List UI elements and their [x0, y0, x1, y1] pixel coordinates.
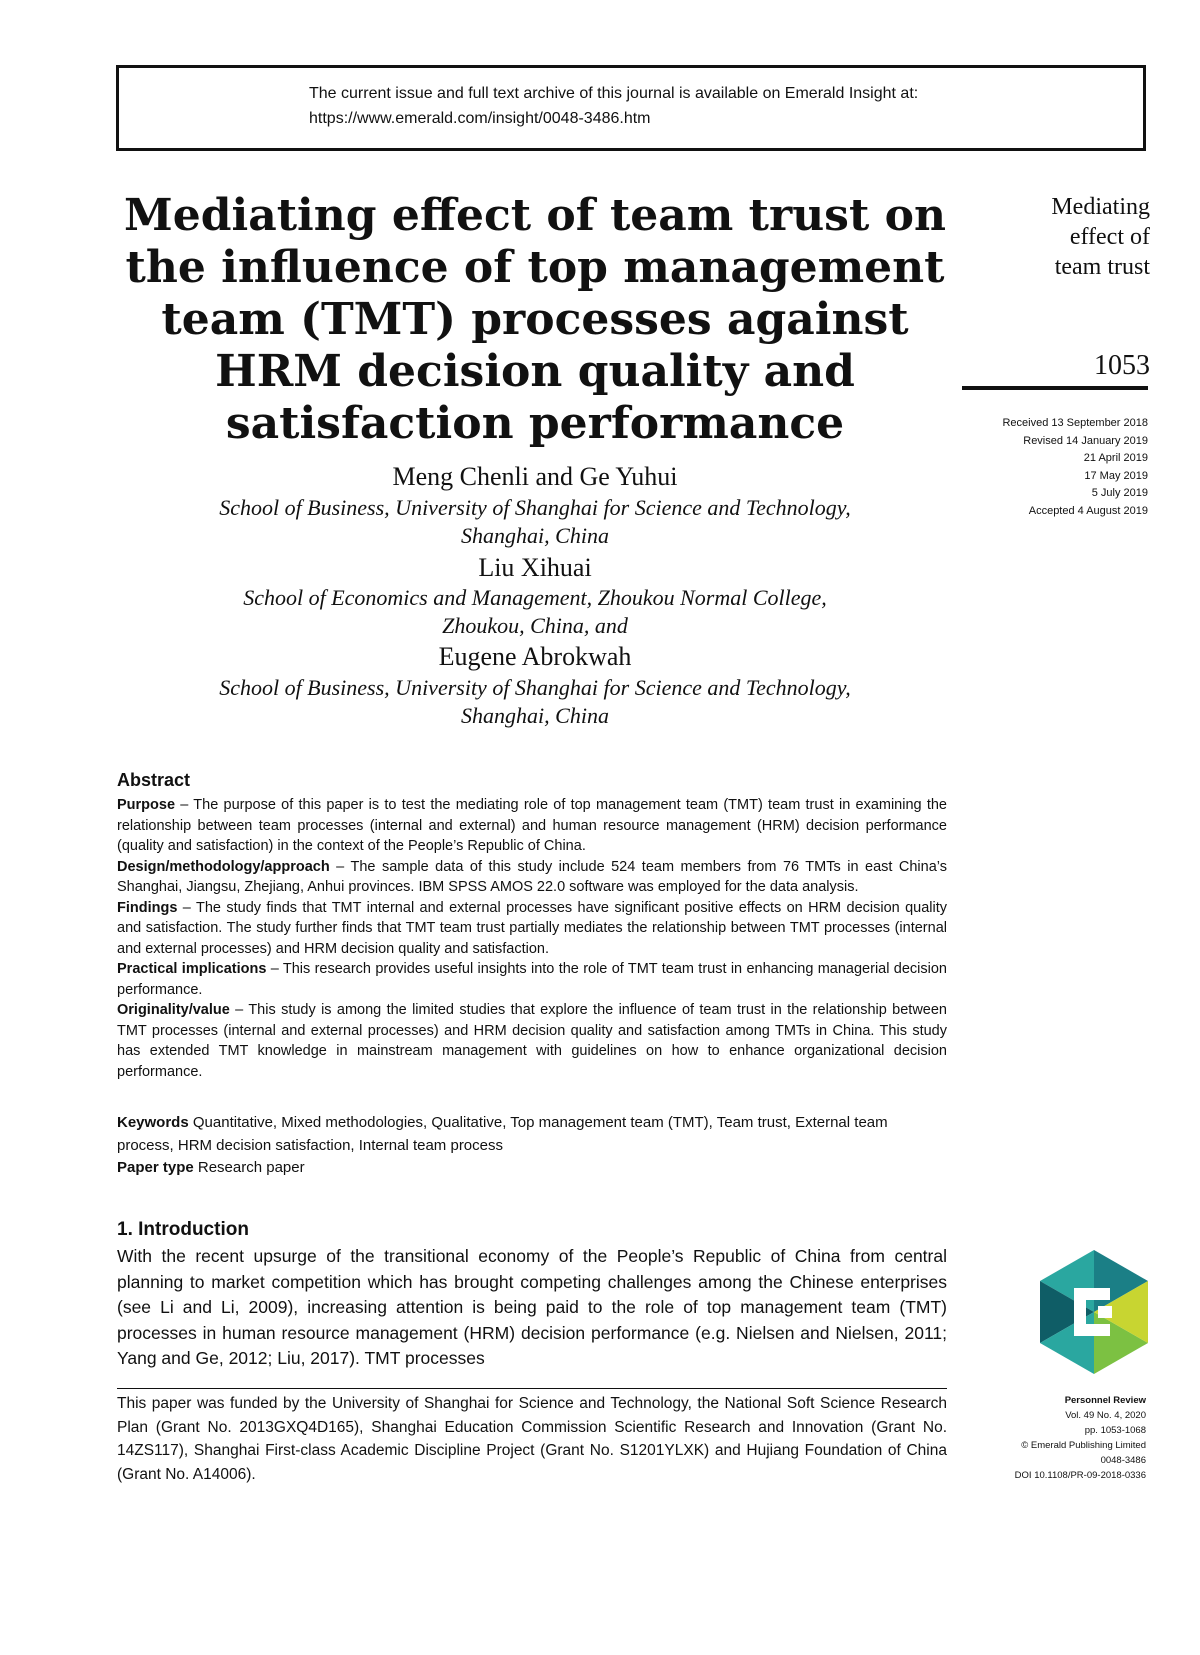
affiliation-line: School of Business, University of Shanghai for Science and Technology,	[219, 675, 851, 700]
title-line: team (TMT) processes against	[161, 294, 909, 345]
journal-pages: pp. 1053-1068	[1084, 1425, 1146, 1436]
paper-type-text: Research paper	[193, 1159, 305, 1176]
history-entry: 17 May 2019	[1084, 469, 1148, 482]
originality-label: Originality/value	[117, 1002, 230, 1018]
journal-volume: Vol. 49 No. 4, 2020	[1065, 1410, 1146, 1421]
access-notice-text: The current issue and full text archive of this journal is available on Emerald Insight at:	[309, 85, 919, 102]
originality-text: – This study is among the limited studies that explore the influence of team trust in the relationship between TMT processes (internal and external processes) and HRM decision quality and satisfaction among TMTs in China. This study has extended TMT knowledge in mainstream management with guidelines on how to enhance organizational decision performance.	[117, 1002, 947, 1080]
practical-text: – This research provides useful insights into the role of TMT team trust in enhancing managerial decision performance.	[117, 961, 947, 998]
journal-access-notice	[116, 65, 1146, 151]
abstract-purpose	[117, 795, 947, 857]
abstract-heading: Abstract	[117, 770, 191, 790]
title-line: Mediating effect of team trust on	[124, 190, 946, 241]
footnote-divider	[117, 1388, 947, 1389]
history-entry: Revised 14 January 2019	[1023, 434, 1148, 447]
findings-text: – The study finds that TMT internal and external processes have significant positive effects on HRM decision quality and satisfaction. The study further finds that TMT team trust partially mediates the relationship between TMT processes (internal and external processes) and HRM decision quality and satisfaction.	[117, 899, 947, 957]
keywords-label: Keywords	[117, 1114, 189, 1131]
abstract-design	[117, 857, 947, 898]
abstract-findings	[117, 898, 947, 960]
title-line: HRM decision quality and	[215, 346, 855, 397]
journal-citation-info	[960, 1393, 1146, 1483]
paper-type	[117, 1159, 305, 1176]
affiliation-line: School of Business, University of Shanghai for Science and Technology,	[219, 495, 851, 520]
purpose-text: – The purpose of this paper is to test the mediating role of top management team (TMT) team trust in examining the relationship between team processes (internal and external) and human resource management (HRM) decision performance (quality and satisfaction) in the context of the People’s Republic of China.	[117, 797, 947, 854]
section-heading-introduction: 1. Introduction	[117, 1219, 249, 1240]
running-title-line: Mediating	[1051, 194, 1150, 220]
author-affiliation	[120, 494, 950, 550]
affiliation-line: Zhoukou, China, and	[442, 613, 628, 638]
author-name: Meng Chenli and Ge Yuhui	[392, 462, 678, 491]
running-title-line: effect of	[1069, 224, 1150, 250]
article-title	[120, 190, 950, 450]
journal-publisher: © Emerald Publishing Limited	[1021, 1440, 1146, 1451]
history-entry: 5 July 2019	[1091, 487, 1148, 499]
affiliation-line: Shanghai, China	[461, 703, 609, 728]
running-title-line: team trust	[1054, 254, 1150, 280]
purpose-label: Purpose	[117, 797, 176, 813]
practical-label: Practical implications	[117, 961, 267, 977]
abstract-body	[117, 795, 947, 1082]
affiliation-line: School of Economics and Management, Zhoukou Normal College,	[243, 585, 827, 610]
author-affiliation	[120, 674, 950, 730]
author-affiliation	[120, 584, 950, 640]
journal-doi[interactable]: DOI 10.1108/PR-09-2018-0336	[1014, 1470, 1146, 1481]
history-entry: Received 13 September 2018	[1002, 417, 1148, 429]
findings-label: Findings	[117, 899, 178, 916]
author-name: Eugene Abrokwah	[438, 642, 632, 671]
title-line: the influence of top management	[125, 242, 945, 293]
emerald-logo-icon	[1040, 1250, 1148, 1374]
keywords	[117, 1111, 947, 1157]
article-history	[940, 415, 1148, 520]
title-line: satisfaction performance	[225, 398, 845, 449]
abstract-practical	[117, 959, 947, 1000]
journal-issn: 0048-3486	[1100, 1455, 1146, 1466]
affiliation-line: Shanghai, China	[461, 523, 609, 548]
sidebar-divider	[962, 386, 1148, 390]
design-label: Design/methodology/approach	[117, 858, 330, 875]
introduction-text: With the recent upsurge of the transitional economy of the People’s Republic of China from central planning to market competition which has brought competing challenges among the Chinese enterprises (see Li and Li, 2009), increasing attention is being paid to the role of top management team (TMT) processes in human resource management (HRM) decision performance (e.g. Nielsen and Nielsen, 2011; Yang and Ge, 2012; Liu, 2017). TMT processes	[117, 1246, 947, 1368]
history-entry: Accepted 4 August 2019	[1028, 504, 1148, 517]
author-name: Liu Xihuai	[478, 553, 592, 582]
design-text: – The sample data of this study include 524 team members from 76 TMTs in east China’s Shanghai, Jiangsu, Zhejiang, Anhui provinces. IBM SPSS AMOS 22.0 software was employed for the data analysis.	[117, 858, 947, 895]
keywords-text: Quantitative, Mixed methodologies, Qualitative, Top management team (TMT), Team trust, External team process, HRM decision satisfaction, Internal team process	[117, 1114, 888, 1154]
funding-footnote: This paper was funded by the University of Shanghai for Science and Technology, the National Soft Science Research Plan (Grant No. 2013GXQ4D165), Shanghai Education Commission Scientific Research and Innovation (Grant No. 14ZS117), Shanghai First-class Academic Discipline Project (Grant No. S1201YLXK) and Hujiang Foundation of China (Grant No. A14006).	[117, 1395, 947, 1483]
journal-name: Personnel Review	[1064, 1395, 1146, 1406]
page-number: 1053	[1094, 350, 1150, 381]
journal-url-link[interactable]: https://www.emerald.com/insight/0048-3486.htm	[309, 110, 651, 127]
running-title	[940, 192, 1150, 282]
history-entry: 21 April 2019	[1083, 452, 1148, 464]
abstract-originality	[117, 1000, 947, 1082]
paper-type-label: Paper type	[117, 1159, 194, 1176]
